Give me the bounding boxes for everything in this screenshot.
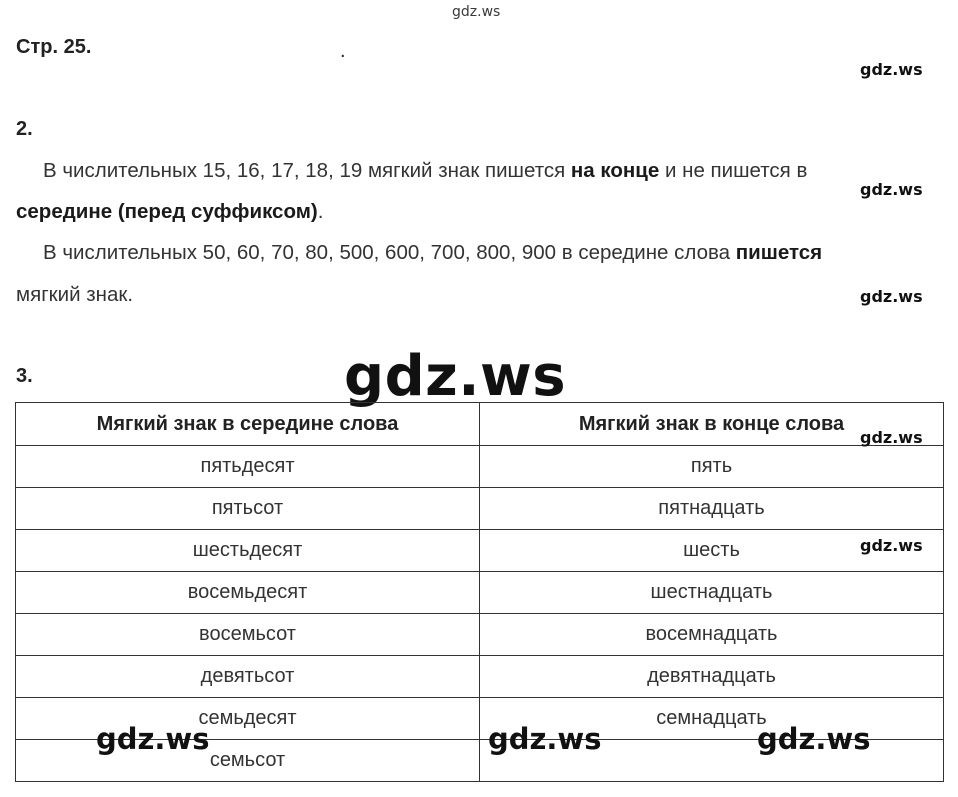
page-title: Стр. 25. — [16, 36, 92, 58]
task-2-number: 2. — [16, 118, 33, 140]
table-row — [16, 446, 944, 488]
table-row — [16, 572, 944, 614]
stray-dot: . — [340, 40, 346, 62]
task-2-paragraph-2-line-1: В числительных 50, 60, 70, 80, 500, 600, 700, 800, 900 в середине слова пишется — [43, 241, 823, 264]
task-2-paragraph-1-line-1: В числительных 15, 16, 17, 18, 19 мягкий знак пишется на конце и не пишется в — [43, 159, 808, 182]
table-cell: пять — [480, 446, 944, 488]
table-row — [16, 488, 944, 530]
table-cell: семьдесят — [16, 698, 480, 740]
table-cell: девятнадцать — [480, 656, 944, 698]
table-header-middle: Мягкий знак в середине слова — [16, 403, 480, 446]
table-cell: пятьдесят — [16, 446, 480, 488]
table-row — [16, 530, 944, 572]
watermark-bottom-2: gdz.ws — [488, 722, 602, 756]
table-header-end: Мягкий знак в конце слова — [480, 403, 944, 446]
bold-na-konce: на конце — [570, 159, 660, 182]
task-2-paragraph-1-line-2: середине (перед суффиксом). — [16, 200, 324, 223]
table-cell: восемнадцать — [480, 614, 944, 656]
watermark-small-3: gdz.ws — [860, 287, 923, 306]
table-cell: восемьдесят — [16, 572, 480, 614]
watermark-bottom-3: gdz.ws — [757, 722, 871, 756]
task-2-paragraph-2-line-2: мягкий знак. — [16, 283, 134, 306]
watermark-small-2: gdz.ws — [860, 180, 923, 199]
table-cell: девятьсот — [16, 656, 480, 698]
table-cell: пятьсот — [16, 488, 480, 530]
watermark-bottom-1: gdz.ws — [96, 722, 210, 756]
table-cell: семьсот — [16, 740, 480, 782]
table-cell: шестьдесят — [16, 530, 480, 572]
table-cell: пятнадцать — [480, 488, 944, 530]
table-cell: шестнадцать — [480, 572, 944, 614]
watermark-small-5: gdz.ws — [860, 536, 923, 555]
watermark-top: gdz.ws — [452, 4, 501, 20]
watermark-small-1: gdz.ws — [860, 60, 923, 79]
table-cell: шесть — [480, 530, 944, 572]
bold-pishetsya: пишется — [735, 241, 823, 264]
task-3-number: 3. — [16, 365, 33, 387]
table-cell: семнадцать — [480, 698, 944, 740]
table-header-row — [16, 403, 944, 446]
table-row — [16, 656, 944, 698]
bold-seredine: середине (перед суффиксом) — [16, 200, 318, 223]
table-row — [16, 614, 944, 656]
table-cell: восемьсот — [16, 614, 480, 656]
watermark-big: gdz.ws — [344, 344, 567, 409]
watermark-small-4: gdz.ws — [860, 428, 923, 447]
